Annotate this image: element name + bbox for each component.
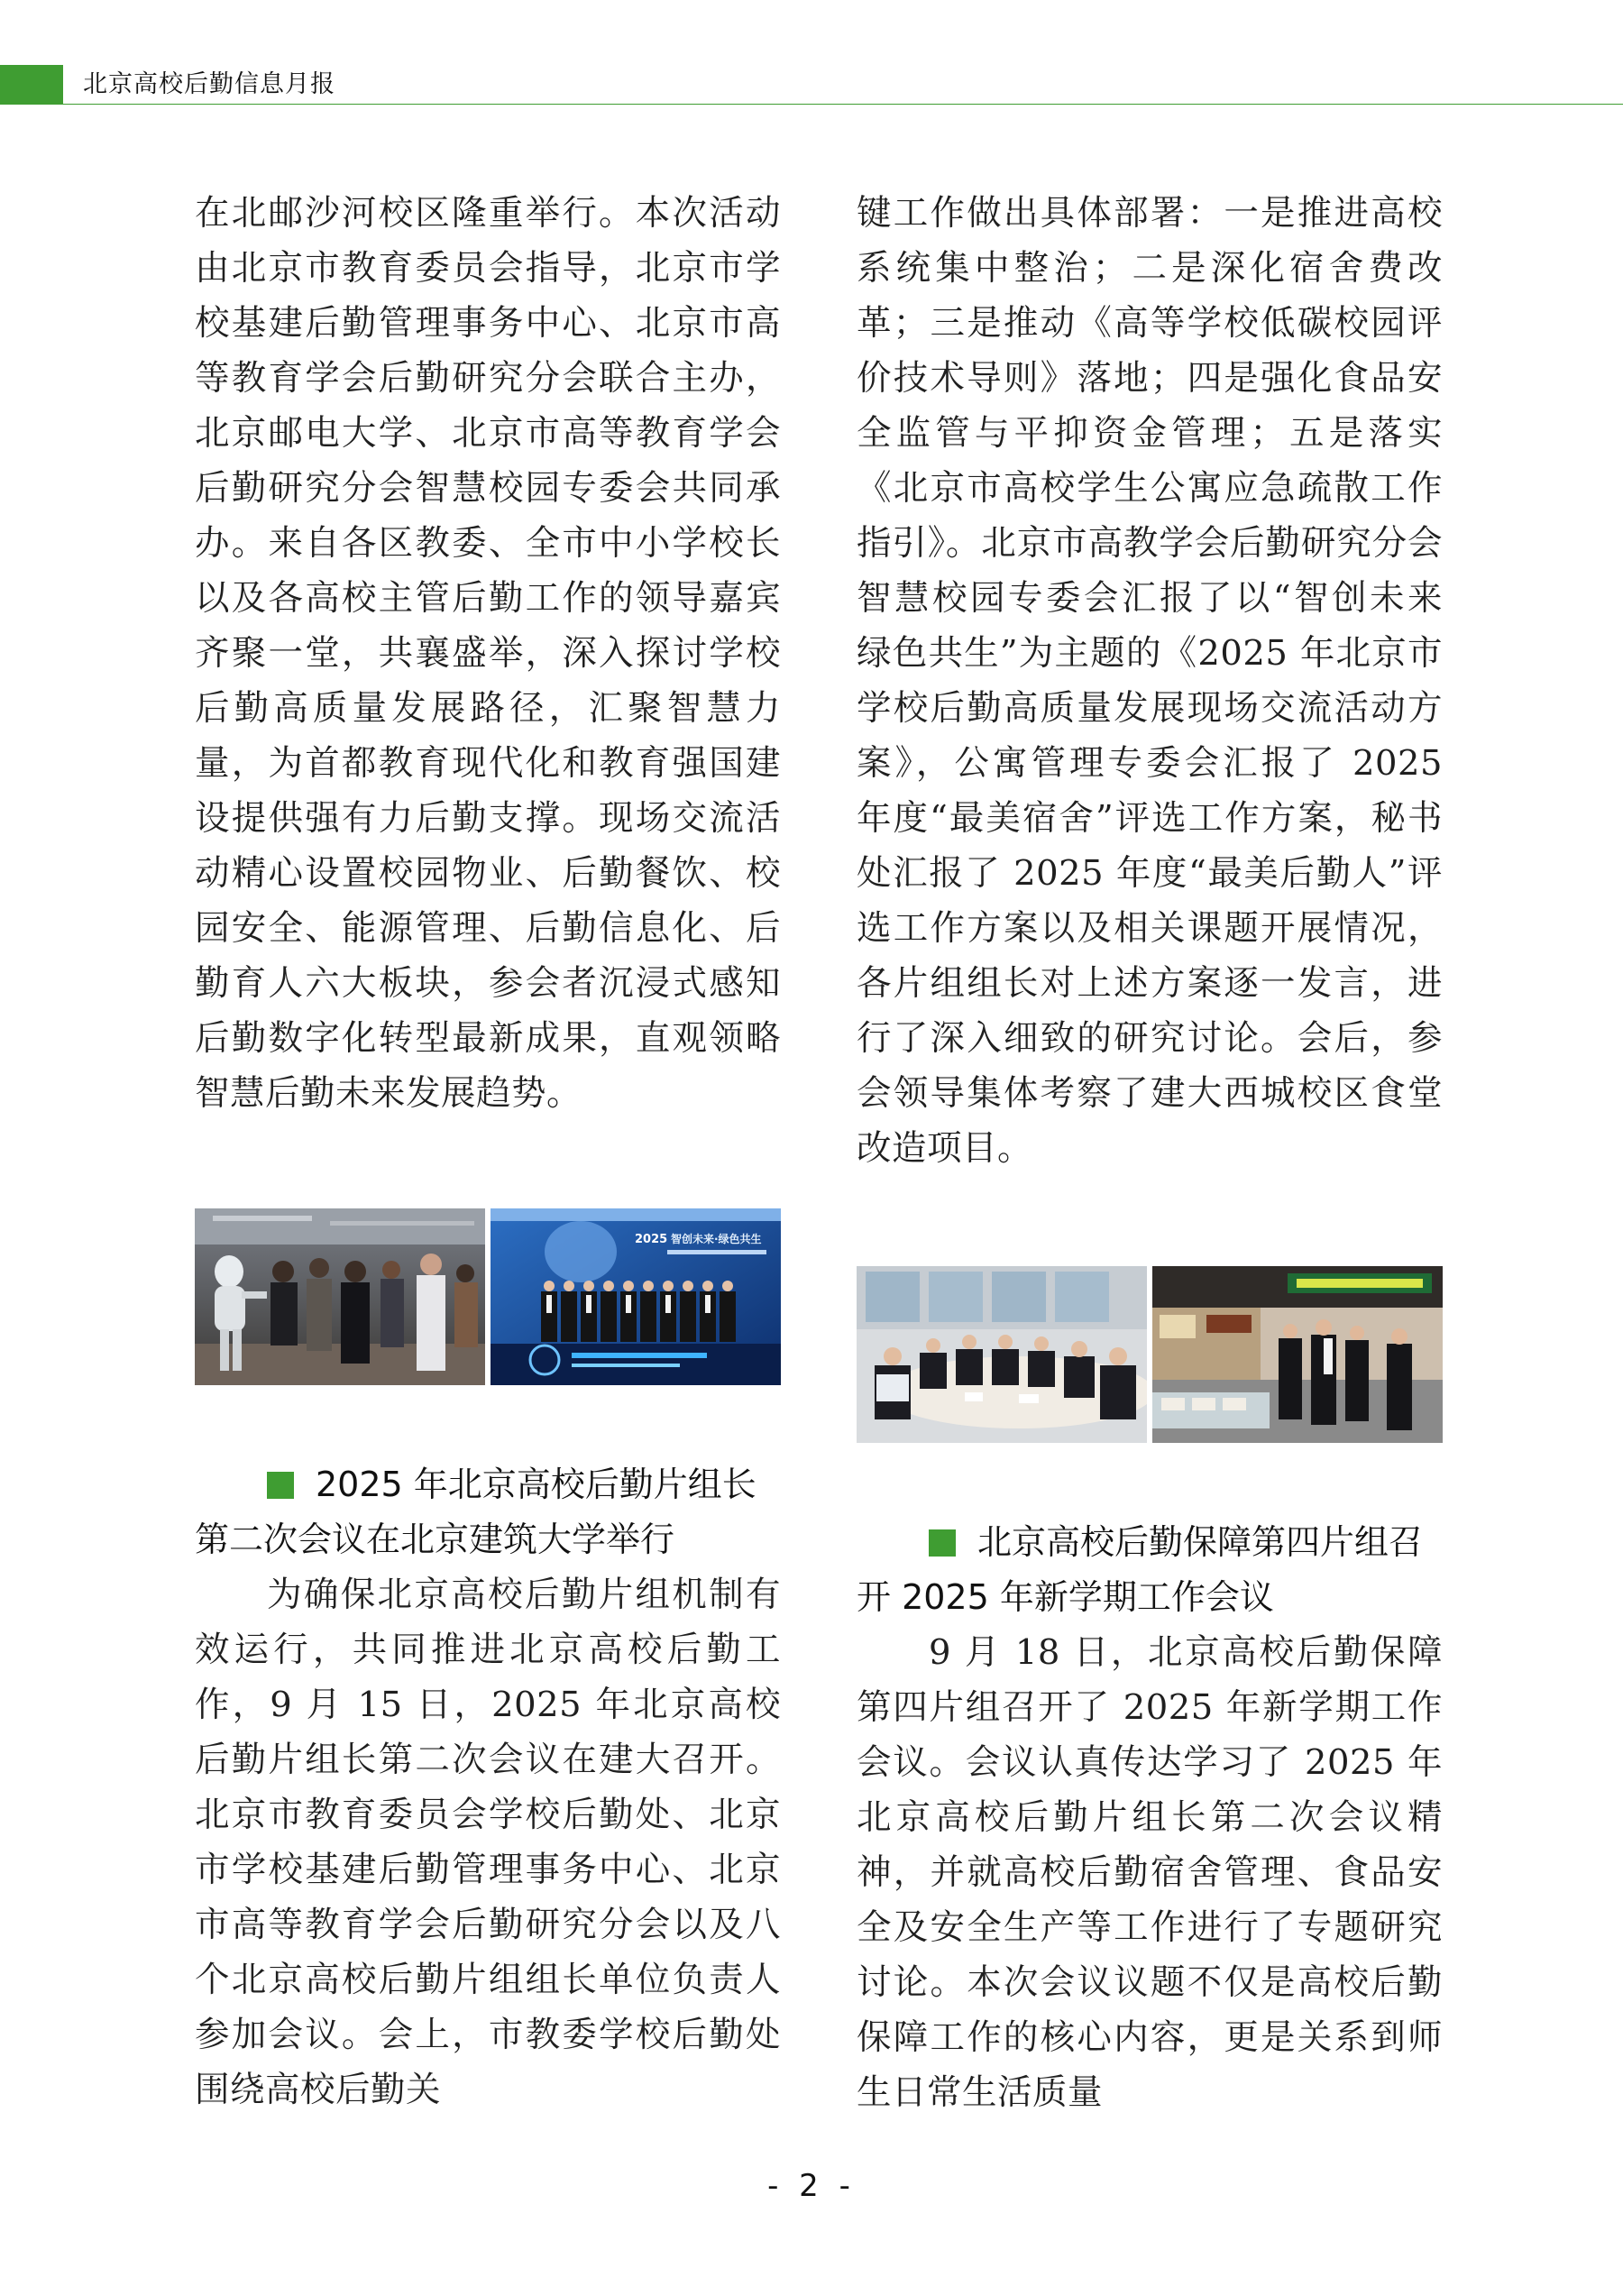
photo-canteen-tour [1152,1266,1443,1443]
green-square-icon [267,1472,294,1499]
left-article-paragraph: 为确保北京高校后勤片组机制有效运行，共同推进北京高校后勤工作，9 月 15 日，2025 年北京高校后勤片组长第二次会议在建大召开。北京市教育委员会学校后勤处、北京市学校基建后勤管理事务中心、北京市高等教育学会后勤研究分会以及八个北京高校后勤片组组长单位负责人参加会议。会上，市教委学校后勤处围绕高校后勤关 [195,1575,781,2110]
left-article-heading [195,1457,781,1567]
banner-slogan: 智创未来·绿色共生 [671,1233,762,1245]
banner-year: 2025 [635,1233,668,1246]
right-article-heading [857,1515,1443,1625]
header-rule [63,104,1623,105]
right-photo-row [857,1266,1443,1443]
canteen-tour-image [1152,1266,1443,1443]
left-photo-row [195,1208,781,1385]
left-column-top [195,186,781,1121]
forum-group-image [491,1208,781,1385]
photo-forum-group [491,1208,781,1385]
page-header [0,65,1623,105]
publication-title: 北京高校后勤信息月报 [83,70,335,98]
right-column-top [857,186,1479,1176]
right-article-paragraph: 9 月 18 日，北京高校后勤保障第四片组召开了 2025 年新学期工作会议。会议认真传达学习了 2025 年北京高校后勤片组长第二次会议精神，并就高校后勤宿舍管理、食品安全及安全生产等工作进行了专题研究讨论。本次会议议题不仅是高校后勤保障工作的核心内容，更是关系到师生日常生活质量 [857,1632,1443,2113]
right-article [857,1515,1443,2120]
left-continued-paragraph: 在北邮沙河校区隆重举行。本次活动由北京市教育委员会指导，北京市学校基建后勤管理事务中心、北京市高等教育学会后勤研究分会联合主办，北京邮电大学、北京市高等教育学会后勤研究分会智慧校园专委会共同承办。来自各区教委、全市中小学校长以及各高校主管后勤工作的领导嘉宾齐聚一堂，共襄盛举，深入探讨学校后勤高质量发展路径，汇聚智慧力量，为首都教育现代化和教育强国建设提供强有力后勤支撑。现场交流活动精心设置校园物业、后勤餐饮、校园安全、能源管理、后勤信息化、后勤育人六大板块，参会者沉浸式感知后勤数字化转型最新成果，直观领略智慧后勤未来发展趋势。 [195,193,781,1114]
left-article-heading-text: 2025 年北京高校后勤片组长第二次会议在北京建筑大学举行 [195,1465,756,1559]
meeting-room-image [857,1266,1147,1443]
photo-meeting-room [857,1266,1147,1443]
right-continued-paragraph: 键工作做出具体部署：一是推进高校系统集中整治；二是深化宿舍费改革；三是推动《高等学校低碳校园评价技术导则》落地；四是强化食品安全监管与平抑资金管理；五是落实《北京市高校学生公寓应急疏散工作指引》。北京市高教学会后勤研究分会智慧校园专委会汇报了以“智创未来 绿色共生”为主题的《2025 年北京市学校后勤高质量发展现场交流活动方案》，公寓管理专委会汇报了 2025 年度“最美宿舍”评选工作方案，秘书处汇报了 2025 年度“最美后勤人”评选工作方案以及相关课题开展情况，各片组组长对上述方案逐一发言，进行了深入细致的研究讨论。会后，参会领导集体考察了建大西城校区食堂改造项目。 [857,193,1479,1169]
robot-exhibition-image [195,1208,485,1385]
page-number: - 2 - [767,2168,856,2204]
header-accent-block [0,65,63,105]
green-square-icon [929,1529,956,1557]
right-article-heading-text: 北京高校后勤保障第四片组召开 2025 年新学期工作会议 [857,1522,1424,1617]
photo-robot-exhibition [195,1208,485,1385]
left-article [195,1457,781,2117]
